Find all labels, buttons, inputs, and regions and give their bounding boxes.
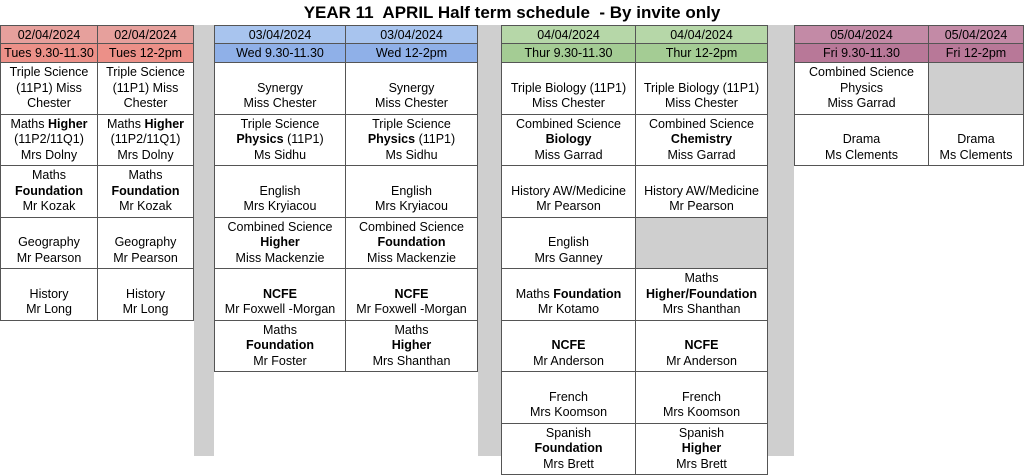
session-cell (0, 269, 98, 321)
column-gap (194, 25, 214, 456)
session-cell (346, 166, 478, 218)
session-line: Mr Pearson (536, 199, 601, 215)
session-cell (636, 115, 768, 167)
session-cell (346, 321, 478, 373)
session-line: Mrs Ganney (534, 251, 602, 267)
session-line: Chester (27, 96, 71, 112)
session-cell (98, 269, 194, 321)
session-line: Higher (682, 441, 722, 457)
session-line: Mrs Kryiacou (244, 199, 317, 215)
day-date-header: 02/04/2024 (0, 25, 98, 44)
session-line: Mr Long (26, 302, 72, 318)
session-cell (636, 269, 768, 321)
day-date-header: 04/04/2024 (636, 25, 768, 44)
session-line: Miss Mackenzie (236, 251, 325, 267)
session-line: Synergy (389, 81, 435, 97)
session-cell (98, 218, 194, 270)
session-line: Triple Biology (11P1) (511, 81, 626, 97)
session-cell (501, 218, 636, 270)
session-line: History (30, 287, 69, 303)
session-line: Mrs Shanthan (663, 302, 741, 318)
session-line: Miss Garrad (667, 148, 735, 164)
session-line: Combined Science (516, 117, 621, 133)
session-line: French (682, 390, 721, 406)
column-gap (478, 25, 501, 456)
session-line: (11P1) Miss (113, 81, 179, 97)
session-cell (636, 166, 768, 218)
session-line: Mr Pearson (669, 199, 734, 215)
session-time-header: Tues 9.30-11.30 (0, 44, 98, 63)
day-date-header: 02/04/2024 (98, 25, 194, 44)
session-cell (501, 372, 636, 424)
session-cell (636, 372, 768, 424)
session-line: Miss Chester (532, 96, 605, 112)
session-line: History (126, 287, 165, 303)
session-time-header: Wed 12-2pm (346, 44, 478, 63)
session-line: Maths Foundation (516, 287, 622, 303)
session-cell (346, 115, 478, 167)
session-line: NCFE (684, 338, 718, 354)
session-line: Maths (128, 168, 162, 184)
session-line: Miss Garrad (534, 148, 602, 164)
session-cell (214, 166, 346, 218)
session-line: Higher (260, 235, 300, 251)
session-line: Physics (11P1) (368, 132, 455, 148)
session-line: Foundation (111, 184, 179, 200)
day-date-header: 05/04/2024 (794, 25, 929, 44)
session-line: NCFE (394, 287, 428, 303)
session-line: Mr Foxwell -Morgan (356, 302, 466, 318)
session-cell (0, 63, 98, 115)
session-line: Foundation (377, 235, 445, 251)
session-line: History AW/Medicine (644, 184, 759, 200)
session-cell (214, 218, 346, 270)
session-time-header: Thur 12-2pm (636, 44, 768, 63)
session-line: Ms Clements (825, 148, 898, 164)
session-cell (98, 166, 194, 218)
session-line: Mrs Kryiacou (375, 199, 448, 215)
session-line: Combined Science (228, 220, 333, 236)
session-line: Chemistry (671, 132, 732, 148)
session-line: History AW/Medicine (511, 184, 626, 200)
session-line: Triple Science (372, 117, 451, 133)
day-date-header: 05/04/2024 (929, 25, 1024, 44)
session-line: (11P2/11Q1) (111, 132, 181, 148)
session-line: (11P2/11Q1) (14, 132, 84, 148)
session-line: Mr Foxwell -Morgan (225, 302, 335, 318)
day-date-header: 03/04/2024 (214, 25, 346, 44)
session-line: Ms Sidhu (254, 148, 306, 164)
session-line: NCFE (263, 287, 297, 303)
session-line: Foundation (15, 184, 83, 200)
session-line: Maths (32, 168, 66, 184)
session-line: Miss Mackenzie (367, 251, 456, 267)
session-line: Foundation (246, 338, 314, 354)
session-cell (0, 115, 98, 167)
session-line: Miss Chester (665, 96, 738, 112)
session-line: Maths (394, 323, 428, 339)
session-cell (501, 166, 636, 218)
session-line: Biology (546, 132, 592, 148)
session-cell (0, 166, 98, 218)
session-line: Miss Garrad (827, 96, 895, 112)
session-line: NCFE (551, 338, 585, 354)
session-cell (0, 218, 98, 270)
session-line: Geography (115, 235, 177, 251)
session-cell (501, 63, 636, 115)
session-line: Physics (11P1) (236, 132, 323, 148)
session-line: Mrs Brett (676, 457, 727, 473)
session-line: Mr Kozak (23, 199, 76, 215)
session-cell (98, 63, 194, 115)
session-cell (346, 218, 478, 270)
session-line: Miss Chester (375, 96, 448, 112)
session-cell (501, 321, 636, 373)
session-time-header: Tues 12-2pm (98, 44, 194, 63)
session-line: Mr Long (123, 302, 169, 318)
session-cell (214, 115, 346, 167)
session-cell (636, 321, 768, 373)
page-title: YEAR 11 APRIL Half term schedule - By invite only (0, 0, 1024, 25)
session-line: Mr Foster (253, 354, 306, 370)
session-line: Combined Science (649, 117, 754, 133)
session-line: Mr Pearson (17, 251, 82, 267)
session-line: Maths (684, 271, 718, 287)
session-line: Mrs Dolny (21, 148, 77, 164)
session-line: Geography (18, 235, 80, 251)
session-line: Mr Anderson (666, 354, 737, 370)
session-cell (501, 115, 636, 167)
column-gap (768, 25, 794, 456)
session-line: Drama (957, 132, 995, 148)
session-line: Combined Science (359, 220, 464, 236)
session-line: Maths Higher (107, 117, 184, 133)
empty-session-cell (929, 63, 1024, 115)
day-date-header: 03/04/2024 (346, 25, 478, 44)
session-line: Synergy (257, 81, 303, 97)
session-line: Mr Anderson (533, 354, 604, 370)
empty-session-cell (636, 218, 768, 270)
session-line: English (260, 184, 301, 200)
session-line: Chester (124, 96, 168, 112)
session-line: French (549, 390, 588, 406)
session-line: Triple Science (106, 65, 185, 81)
session-line: English (391, 184, 432, 200)
session-line: Triple Science (10, 65, 89, 81)
session-line: Mrs Dolny (117, 148, 173, 164)
session-line: English (548, 235, 589, 251)
session-cell (636, 424, 768, 475)
session-line: Ms Clements (940, 148, 1013, 164)
session-cell (214, 321, 346, 373)
session-line: Spanish (546, 426, 591, 442)
session-line: Mrs Koomson (663, 405, 740, 421)
session-time-header: Fri 12-2pm (929, 44, 1024, 63)
session-line: Miss Chester (244, 96, 317, 112)
session-line: Triple Biology (11P1) (644, 81, 759, 97)
session-line: Physics (840, 81, 883, 97)
session-cell (794, 115, 929, 167)
session-time-header: Fri 9.30-11.30 (794, 44, 929, 63)
session-cell (346, 63, 478, 115)
session-line: Maths Higher (10, 117, 87, 133)
session-line: Mrs Brett (543, 457, 594, 473)
session-cell (501, 424, 636, 475)
session-line: Combined Science (809, 65, 914, 81)
day-date-header: 04/04/2024 (501, 25, 636, 44)
session-cell (794, 63, 929, 115)
session-line: Higher/Foundation (646, 287, 757, 303)
session-cell (214, 269, 346, 321)
session-time-header: Thur 9.30-11.30 (501, 44, 636, 63)
session-cell (214, 63, 346, 115)
session-cell (929, 115, 1024, 167)
session-line: (11P1) Miss (16, 81, 82, 97)
session-line: Mr Kotamo (538, 302, 599, 318)
session-cell (98, 115, 194, 167)
session-cell (636, 63, 768, 115)
session-line: Maths (263, 323, 297, 339)
session-line: Ms Sidhu (385, 148, 437, 164)
session-cell (501, 269, 636, 321)
session-line: Foundation (534, 441, 602, 457)
session-line: Mr Pearson (113, 251, 178, 267)
session-line: Triple Science (241, 117, 320, 133)
session-line: Mrs Shanthan (373, 354, 451, 370)
session-line: Spanish (679, 426, 724, 442)
session-line: Mr Kozak (119, 199, 172, 215)
session-cell (346, 269, 478, 321)
session-line: Drama (843, 132, 881, 148)
session-time-header: Wed 9.30-11.30 (214, 44, 346, 63)
session-line: Higher (392, 338, 432, 354)
session-line: Mrs Koomson (530, 405, 607, 421)
